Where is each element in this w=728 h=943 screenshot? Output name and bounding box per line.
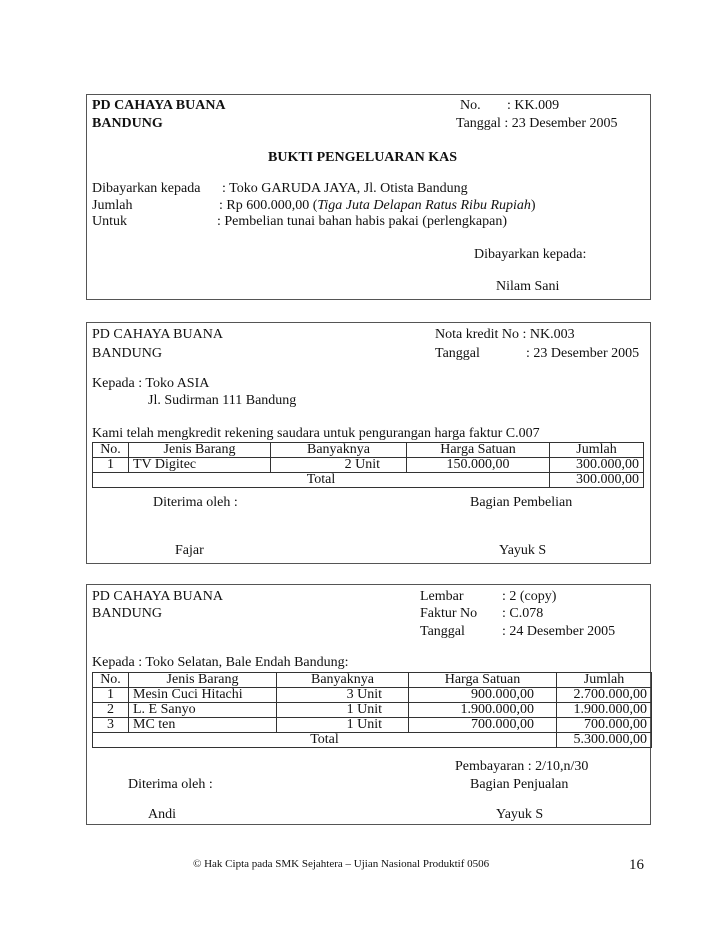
header-unit-price: Harga Satuan [407,443,550,458]
table-row [93,718,652,733]
doc3-payment-terms: Pembayaran : 2/10,n/30 [455,759,589,774]
cell-no: 1 [93,458,129,473]
cell-qty: 3 Unit [277,688,409,703]
cell-no: 1 [93,688,129,703]
table-row [93,703,652,718]
table-header-row [93,673,652,688]
total-value: 300.000,00 [550,473,644,488]
doc2-recipient: Kepada : Toko ASIA [92,376,210,391]
doc2-dept-label: Bagian Pembelian [470,495,573,510]
header-amount: Jumlah [557,673,652,688]
cell-unit-price: 700.000,00 [409,718,557,733]
table-header-row [93,443,644,458]
cell-amount: 2.700.000,00 [557,688,652,703]
header-amount: Jumlah [550,443,644,458]
doc1-payee-value: : Toko GARUDA JAYA, Jl. Otista Bandung [222,181,468,196]
cell-amount: 700.000,00 [557,718,652,733]
header-unit-price: Harga Satuan [409,673,557,688]
doc1-amount-words: Tiga Juta Delapan Ratus Ribu Rupiah [317,198,531,213]
doc2-received-name: Fajar [175,543,204,558]
cell-item: Mesin Cuci Hitachi [129,688,277,703]
doc3-received-name: Andi [148,807,176,822]
doc2-statement: Kami telah mengkredit rekening saudara untuk pengurangan harga faktur C.007 [92,426,540,441]
doc2-items-table [92,442,644,488]
cell-unit-price: 1.900.000,00 [409,703,557,718]
cell-amount: 300.000,00 [550,458,644,473]
header-item: Jenis Barang [129,443,271,458]
doc1-sign-name: Nilam Sani [496,279,560,294]
page-number: 16 [629,857,644,873]
cell-no: 2 [93,703,129,718]
doc3-dept-label: Bagian Penjualan [470,777,569,792]
doc1-company: PD CAHAYA BUANA [92,98,226,113]
doc1-purpose-value: : Pembelian tunai bahan habis pakai (perlengkapan) [217,214,508,229]
header-no: No. [93,443,129,458]
doc3-recipient: Kepada : Toko Selatan, Bale Endah Bandung: [92,655,349,670]
doc1-purpose-label: Untuk [92,214,127,229]
doc1-no-label: No. [460,98,481,113]
doc3-invoice-label: Faktur No [420,606,478,621]
doc2-date-value: : 23 Desember 2005 [526,346,640,361]
cell-unit-price: 150.000,00 [407,458,550,473]
total-label: Total [93,733,557,748]
table-row [93,688,652,703]
table-total-row [93,473,644,488]
doc3-items-table [92,672,652,748]
doc1-date: Tanggal : 23 Desember 2005 [456,116,618,131]
doc3-received-label: Diterima oleh : [128,777,213,792]
cell-no: 3 [93,718,129,733]
cell-unit-price: 900.000,00 [409,688,557,703]
doc1-no-value: : KK.009 [507,98,560,113]
doc2-dept-name: Yayuk S [499,543,547,558]
doc2-city: BANDUNG [92,346,162,361]
doc1-title: BUKTI PENGELUARAN KAS [268,150,458,165]
doc3-sheet-value: : 2 (copy) [502,589,557,604]
cell-item: MC ten [129,718,277,733]
footer-copyright: © Hak Cipta pada SMK Sejahtera – Ujian Nasional Produktif 0506 [193,858,490,870]
cell-item: TV Digitec [129,458,271,473]
doc3-dept-name: Yayuk S [496,807,544,822]
doc1-city: BANDUNG [92,116,163,131]
header-qty: Banyaknya [271,443,407,458]
table-row [93,458,644,473]
doc3-date-label: Tanggal [420,624,465,639]
doc2-company: PD CAHAYA BUANA [92,327,223,342]
doc3-company: PD CAHAYA BUANA [92,589,223,604]
doc1-payee-label: Dibayarkan kepada [92,181,201,196]
table-total-row [93,733,652,748]
header-qty: Banyaknya [277,673,409,688]
total-value: 5.300.000,00 [557,733,652,748]
cell-item: L. E Sanyo [129,703,277,718]
doc1-amount-label: Jumlah [92,198,133,213]
doc1-amount-value: : Rp 600.000,00 (Tiga Juta Delapan Ratus Ribu Rupiah) [219,198,536,213]
doc3-date-value: : 24 Desember 2005 [502,624,616,639]
total-label: Total [93,473,550,488]
cell-qty: 2 Unit [271,458,407,473]
doc3-city: BANDUNG [92,606,162,621]
cell-qty: 1 Unit [277,703,409,718]
cell-qty: 1 Unit [277,718,409,733]
doc2-nota: Nota kredit No : NK.003 [435,327,575,342]
doc3-invoice-value: : C.078 [502,606,544,621]
doc3-sheet-label: Lembar [420,589,464,604]
doc1-sign-label: Dibayarkan kepada: [474,247,587,262]
header-item: Jenis Barang [129,673,277,688]
doc2-received-label: Diterima oleh : [153,495,238,510]
header-no: No. [93,673,129,688]
doc2-date-label: Tanggal [435,346,480,361]
cell-amount: 1.900.000,00 [557,703,652,718]
doc2-address: Jl. Sudirman 111 Bandung [148,393,297,408]
